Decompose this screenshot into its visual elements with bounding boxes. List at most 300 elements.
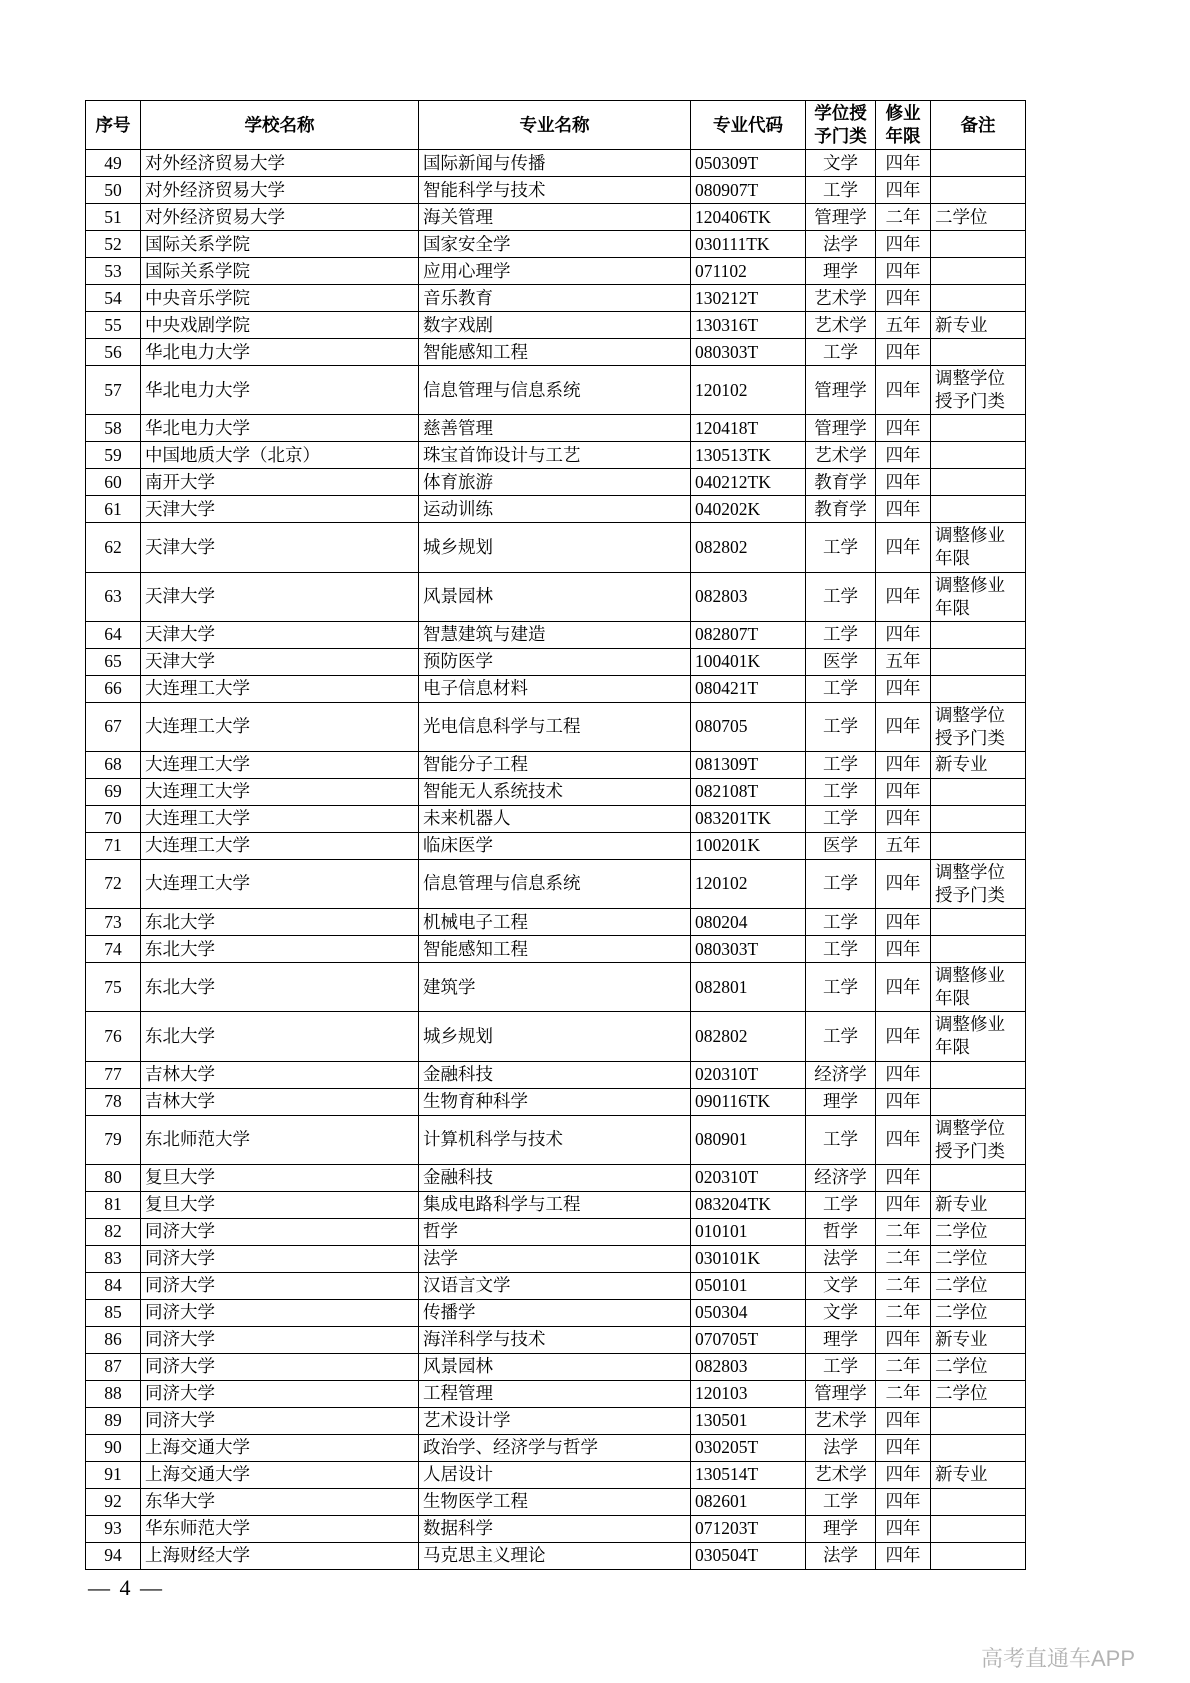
header-remark: 备注	[931, 101, 1026, 150]
cell-code: 082801	[691, 963, 806, 1012]
cell-school: 同济大学	[141, 1407, 419, 1434]
table-row	[86, 204, 1026, 231]
cell-years: 四年	[876, 751, 931, 778]
cell-school: 上海交通大学	[141, 1434, 419, 1461]
page-number: — 4 —	[88, 1575, 164, 1600]
table-row	[86, 1272, 1026, 1299]
cell-remark: 调整学位授予门类	[931, 366, 1026, 415]
cell-school: 大连理工大学	[141, 778, 419, 805]
cell-remark: 二学位	[931, 1299, 1026, 1326]
cell-years: 四年	[876, 1407, 931, 1434]
cell-code: 080907T	[691, 177, 806, 204]
table-row	[86, 312, 1026, 339]
cell-remark	[931, 258, 1026, 285]
cell-code: 030504T	[691, 1542, 806, 1569]
cell-remark	[931, 805, 1026, 832]
cell-code: 083201TK	[691, 805, 806, 832]
cell-school: 中央戏剧学院	[141, 312, 419, 339]
cell-years: 四年	[876, 675, 931, 702]
cell-degree: 管理学	[806, 1380, 876, 1407]
cell-major: 应用心理学	[419, 258, 691, 285]
cell-years: 四年	[876, 805, 931, 832]
cell-index: 50	[86, 177, 141, 204]
cell-school: 对外经济贸易大学	[141, 204, 419, 231]
cell-years: 四年	[876, 1088, 931, 1115]
cell-years: 四年	[876, 572, 931, 621]
cell-major: 传播学	[419, 1299, 691, 1326]
cell-major: 艺术设计学	[419, 1407, 691, 1434]
header-degree: 学位授予门类	[806, 101, 876, 150]
cell-major: 临床医学	[419, 832, 691, 859]
header-index: 序号	[86, 101, 141, 150]
cell-index: 92	[86, 1488, 141, 1515]
cell-index: 51	[86, 204, 141, 231]
cell-code: 080303T	[691, 936, 806, 963]
cell-remark: 二学位	[931, 1245, 1026, 1272]
cell-school: 上海交通大学	[141, 1461, 419, 1488]
cell-degree: 工学	[806, 675, 876, 702]
table-row	[86, 1115, 1026, 1164]
table-row	[86, 1191, 1026, 1218]
cell-major: 运动训练	[419, 496, 691, 523]
cell-degree: 经济学	[806, 1164, 876, 1191]
cell-remark	[931, 832, 1026, 859]
cell-index: 85	[86, 1299, 141, 1326]
cell-school: 吉林大学	[141, 1088, 419, 1115]
cell-school: 大连理工大学	[141, 805, 419, 832]
cell-major: 风景园林	[419, 1353, 691, 1380]
cell-degree: 工学	[806, 1115, 876, 1164]
cell-index: 54	[86, 285, 141, 312]
cell-index: 67	[86, 702, 141, 751]
cell-remark: 二学位	[931, 1272, 1026, 1299]
cell-remark	[931, 1515, 1026, 1542]
cell-major: 体育旅游	[419, 469, 691, 496]
cell-remark: 新专业	[931, 751, 1026, 778]
table-row	[86, 1542, 1026, 1569]
cell-degree: 工学	[806, 751, 876, 778]
cell-remark	[931, 1088, 1026, 1115]
cell-degree: 艺术学	[806, 1461, 876, 1488]
cell-years: 二年	[876, 1380, 931, 1407]
cell-code: 120102	[691, 366, 806, 415]
cell-major: 马克思主义理论	[419, 1542, 691, 1569]
table-row	[86, 1245, 1026, 1272]
cell-school: 华北电力大学	[141, 366, 419, 415]
cell-degree: 理学	[806, 258, 876, 285]
cell-index: 73	[86, 909, 141, 936]
cell-degree: 哲学	[806, 1218, 876, 1245]
cell-degree: 教育学	[806, 496, 876, 523]
cell-years: 四年	[876, 1488, 931, 1515]
cell-index: 58	[86, 415, 141, 442]
header-school: 学校名称	[141, 101, 419, 150]
cell-index: 64	[86, 621, 141, 648]
cell-index: 87	[86, 1353, 141, 1380]
cell-school: 对外经济贸易大学	[141, 177, 419, 204]
cell-index: 77	[86, 1061, 141, 1088]
cell-index: 90	[86, 1434, 141, 1461]
cell-school: 华北电力大学	[141, 339, 419, 366]
cell-code: 130514T	[691, 1461, 806, 1488]
cell-code: 081309T	[691, 751, 806, 778]
cell-index: 88	[86, 1380, 141, 1407]
cell-school: 东北大学	[141, 936, 419, 963]
cell-major: 汉语言文学	[419, 1272, 691, 1299]
table-row	[86, 1461, 1026, 1488]
cell-index: 66	[86, 675, 141, 702]
table-row	[86, 1407, 1026, 1434]
cell-remark	[931, 150, 1026, 177]
cell-years: 二年	[876, 204, 931, 231]
cell-code: 030205T	[691, 1434, 806, 1461]
cell-index: 94	[86, 1542, 141, 1569]
table-row	[86, 442, 1026, 469]
cell-index: 69	[86, 778, 141, 805]
cell-years: 四年	[876, 258, 931, 285]
cell-major: 珠宝首饰设计与工艺	[419, 442, 691, 469]
cell-major: 海关管理	[419, 204, 691, 231]
cell-code: 080421T	[691, 675, 806, 702]
cell-major: 国家安全学	[419, 231, 691, 258]
cell-major: 智能感知工程	[419, 936, 691, 963]
table-row	[86, 621, 1026, 648]
cell-remark	[931, 1164, 1026, 1191]
cell-remark	[931, 442, 1026, 469]
cell-code: 020310T	[691, 1164, 806, 1191]
table-row	[86, 778, 1026, 805]
cell-major: 智能科学与技术	[419, 177, 691, 204]
watermark-text: 高考直通车APP	[980, 1646, 1135, 1671]
cell-degree: 管理学	[806, 204, 876, 231]
table-row	[86, 1353, 1026, 1380]
cell-years: 四年	[876, 1164, 931, 1191]
cell-years: 四年	[876, 859, 931, 908]
cell-index: 56	[86, 339, 141, 366]
cell-degree: 工学	[806, 1488, 876, 1515]
cell-degree: 工学	[806, 936, 876, 963]
majors-table	[85, 100, 1026, 1570]
cell-school: 同济大学	[141, 1272, 419, 1299]
cell-code: 080303T	[691, 339, 806, 366]
cell-school: 东北大学	[141, 963, 419, 1012]
table-row	[86, 751, 1026, 778]
cell-remark: 调整学位授予门类	[931, 859, 1026, 908]
cell-index: 61	[86, 496, 141, 523]
table-row	[86, 1088, 1026, 1115]
cell-index: 65	[86, 648, 141, 675]
table-row	[86, 150, 1026, 177]
cell-index: 81	[86, 1191, 141, 1218]
cell-degree: 工学	[806, 523, 876, 572]
cell-remark	[931, 1542, 1026, 1569]
header-code: 专业代码	[691, 101, 806, 150]
cell-major: 人居设计	[419, 1461, 691, 1488]
cell-remark: 二学位	[931, 204, 1026, 231]
cell-degree: 工学	[806, 572, 876, 621]
cell-school: 大连理工大学	[141, 859, 419, 908]
cell-remark	[931, 936, 1026, 963]
cell-code: 050304	[691, 1299, 806, 1326]
cell-code: 040202K	[691, 496, 806, 523]
cell-index: 75	[86, 963, 141, 1012]
cell-degree: 工学	[806, 177, 876, 204]
cell-index: 83	[86, 1245, 141, 1272]
table-row	[86, 572, 1026, 621]
cell-degree: 工学	[806, 1191, 876, 1218]
cell-school: 南开大学	[141, 469, 419, 496]
cell-degree: 工学	[806, 909, 876, 936]
cell-degree: 法学	[806, 1434, 876, 1461]
cell-remark	[931, 778, 1026, 805]
cell-code: 082802	[691, 1012, 806, 1061]
table-header-row	[86, 101, 1026, 150]
cell-degree: 艺术学	[806, 1407, 876, 1434]
cell-code: 120103	[691, 1380, 806, 1407]
cell-remark	[931, 1407, 1026, 1434]
cell-remark: 新专业	[931, 1326, 1026, 1353]
cell-years: 四年	[876, 1542, 931, 1569]
header-years: 修业年限	[876, 101, 931, 150]
cell-years: 四年	[876, 1191, 931, 1218]
cell-major: 信息管理与信息系统	[419, 366, 691, 415]
cell-index: 93	[86, 1515, 141, 1542]
cell-index: 84	[86, 1272, 141, 1299]
cell-school: 上海财经大学	[141, 1542, 419, 1569]
cell-years: 四年	[876, 285, 931, 312]
cell-degree: 工学	[806, 1353, 876, 1380]
cell-years: 四年	[876, 1515, 931, 1542]
cell-index: 70	[86, 805, 141, 832]
cell-major: 未来机器人	[419, 805, 691, 832]
cell-major: 城乡规划	[419, 523, 691, 572]
cell-index: 78	[86, 1088, 141, 1115]
table-row	[86, 1488, 1026, 1515]
cell-remark	[931, 1434, 1026, 1461]
table-row	[86, 366, 1026, 415]
cell-code: 100401K	[691, 648, 806, 675]
cell-code: 020310T	[691, 1061, 806, 1088]
cell-degree: 艺术学	[806, 285, 876, 312]
cell-years: 四年	[876, 496, 931, 523]
table-row	[86, 1218, 1026, 1245]
table-row	[86, 1434, 1026, 1461]
cell-school: 东北师范大学	[141, 1115, 419, 1164]
cell-remark	[931, 1488, 1026, 1515]
cell-index: 52	[86, 231, 141, 258]
cell-major: 建筑学	[419, 963, 691, 1012]
cell-degree: 法学	[806, 1245, 876, 1272]
cell-school: 中央音乐学院	[141, 285, 419, 312]
cell-major: 计算机科学与技术	[419, 1115, 691, 1164]
cell-remark: 调整学位授予门类	[931, 1115, 1026, 1164]
table-row	[86, 1012, 1026, 1061]
cell-school: 同济大学	[141, 1380, 419, 1407]
cell-school: 同济大学	[141, 1326, 419, 1353]
cell-major: 金融科技	[419, 1164, 691, 1191]
table-row	[86, 859, 1026, 908]
cell-school: 东北大学	[141, 1012, 419, 1061]
cell-degree: 工学	[806, 1012, 876, 1061]
cell-years: 二年	[876, 1218, 931, 1245]
cell-school: 华东师范大学	[141, 1515, 419, 1542]
cell-code: 120102	[691, 859, 806, 908]
cell-code: 050101	[691, 1272, 806, 1299]
cell-remark: 二学位	[931, 1353, 1026, 1380]
cell-years: 四年	[876, 778, 931, 805]
cell-code: 080204	[691, 909, 806, 936]
cell-remark: 调整修业年限	[931, 572, 1026, 621]
cell-index: 71	[86, 832, 141, 859]
cell-degree: 工学	[806, 778, 876, 805]
cell-remark	[931, 415, 1026, 442]
cell-years: 二年	[876, 1245, 931, 1272]
cell-school: 同济大学	[141, 1218, 419, 1245]
cell-major: 风景园林	[419, 572, 691, 621]
cell-years: 四年	[876, 366, 931, 415]
cell-years: 二年	[876, 1353, 931, 1380]
cell-years: 四年	[876, 1326, 931, 1353]
cell-code: 130501	[691, 1407, 806, 1434]
cell-index: 49	[86, 150, 141, 177]
cell-school: 同济大学	[141, 1299, 419, 1326]
cell-years: 四年	[876, 1115, 931, 1164]
cell-code: 082807T	[691, 621, 806, 648]
cell-years: 五年	[876, 832, 931, 859]
cell-degree: 工学	[806, 702, 876, 751]
cell-remark: 调整修业年限	[931, 523, 1026, 572]
cell-code: 010101	[691, 1218, 806, 1245]
cell-remark: 新专业	[931, 312, 1026, 339]
cell-remark: 调整学位授予门类	[931, 702, 1026, 751]
cell-school: 天津大学	[141, 572, 419, 621]
cell-degree: 工学	[806, 859, 876, 908]
cell-major: 慈善管理	[419, 415, 691, 442]
cell-years: 二年	[876, 1272, 931, 1299]
cell-code: 120406TK	[691, 204, 806, 231]
cell-degree: 管理学	[806, 415, 876, 442]
table-row	[86, 963, 1026, 1012]
cell-major: 法学	[419, 1245, 691, 1272]
cell-school: 大连理工大学	[141, 675, 419, 702]
cell-remark: 二学位	[931, 1218, 1026, 1245]
cell-years: 四年	[876, 1061, 931, 1088]
cell-years: 二年	[876, 1299, 931, 1326]
cell-degree: 文学	[806, 150, 876, 177]
table-row	[86, 523, 1026, 572]
cell-code: 080705	[691, 702, 806, 751]
cell-index: 80	[86, 1164, 141, 1191]
cell-major: 智慧建筑与建造	[419, 621, 691, 648]
cell-code: 090116TK	[691, 1088, 806, 1115]
table-row	[86, 258, 1026, 285]
cell-years: 四年	[876, 909, 931, 936]
cell-school: 复旦大学	[141, 1191, 419, 1218]
cell-code: 070705T	[691, 1326, 806, 1353]
cell-code: 080901	[691, 1115, 806, 1164]
cell-degree: 工学	[806, 621, 876, 648]
cell-years: 四年	[876, 702, 931, 751]
cell-major: 国际新闻与传播	[419, 150, 691, 177]
cell-code: 040212TK	[691, 469, 806, 496]
cell-major: 海洋科学与技术	[419, 1326, 691, 1353]
cell-remark	[931, 621, 1026, 648]
cell-degree: 管理学	[806, 366, 876, 415]
table-row	[86, 231, 1026, 258]
cell-years: 五年	[876, 648, 931, 675]
cell-code: 082803	[691, 572, 806, 621]
cell-degree: 工学	[806, 339, 876, 366]
cell-remark	[931, 675, 1026, 702]
cell-index: 68	[86, 751, 141, 778]
cell-major: 音乐教育	[419, 285, 691, 312]
cell-remark	[931, 648, 1026, 675]
cell-years: 四年	[876, 177, 931, 204]
table-row	[86, 285, 1026, 312]
cell-major: 智能分子工程	[419, 751, 691, 778]
cell-index: 79	[86, 1115, 141, 1164]
cell-code: 030111TK	[691, 231, 806, 258]
cell-school: 东北大学	[141, 909, 419, 936]
cell-years: 四年	[876, 1461, 931, 1488]
table-row	[86, 805, 1026, 832]
cell-school: 华北电力大学	[141, 415, 419, 442]
cell-major: 机械电子工程	[419, 909, 691, 936]
table-row	[86, 339, 1026, 366]
cell-index: 72	[86, 859, 141, 908]
cell-remark	[931, 285, 1026, 312]
table-row	[86, 702, 1026, 751]
table-row	[86, 909, 1026, 936]
table-row	[86, 1515, 1026, 1542]
cell-school: 大连理工大学	[141, 751, 419, 778]
cell-major: 哲学	[419, 1218, 691, 1245]
cell-major: 金融科技	[419, 1061, 691, 1088]
cell-remark	[931, 496, 1026, 523]
table-row	[86, 1299, 1026, 1326]
cell-degree: 理学	[806, 1326, 876, 1353]
cell-major: 光电信息科学与工程	[419, 702, 691, 751]
cell-index: 76	[86, 1012, 141, 1061]
cell-school: 同济大学	[141, 1245, 419, 1272]
cell-index: 91	[86, 1461, 141, 1488]
cell-major: 数据科学	[419, 1515, 691, 1542]
table-row	[86, 415, 1026, 442]
cell-index: 74	[86, 936, 141, 963]
cell-remark	[931, 469, 1026, 496]
cell-major: 城乡规划	[419, 1012, 691, 1061]
cell-degree: 理学	[806, 1088, 876, 1115]
cell-school: 大连理工大学	[141, 702, 419, 751]
cell-years: 四年	[876, 469, 931, 496]
cell-remark: 二学位	[931, 1380, 1026, 1407]
cell-years: 四年	[876, 963, 931, 1012]
header-major: 专业名称	[419, 101, 691, 150]
cell-major: 生物医学工程	[419, 1488, 691, 1515]
cell-years: 四年	[876, 523, 931, 572]
cell-degree: 法学	[806, 1542, 876, 1569]
cell-remark: 新专业	[931, 1191, 1026, 1218]
table-body	[86, 150, 1026, 1570]
cell-code: 082601	[691, 1488, 806, 1515]
cell-school: 国际关系学院	[141, 231, 419, 258]
cell-years: 四年	[876, 415, 931, 442]
cell-index: 59	[86, 442, 141, 469]
cell-code: 130316T	[691, 312, 806, 339]
cell-school: 大连理工大学	[141, 832, 419, 859]
cell-code: 120418T	[691, 415, 806, 442]
cell-degree: 文学	[806, 1272, 876, 1299]
